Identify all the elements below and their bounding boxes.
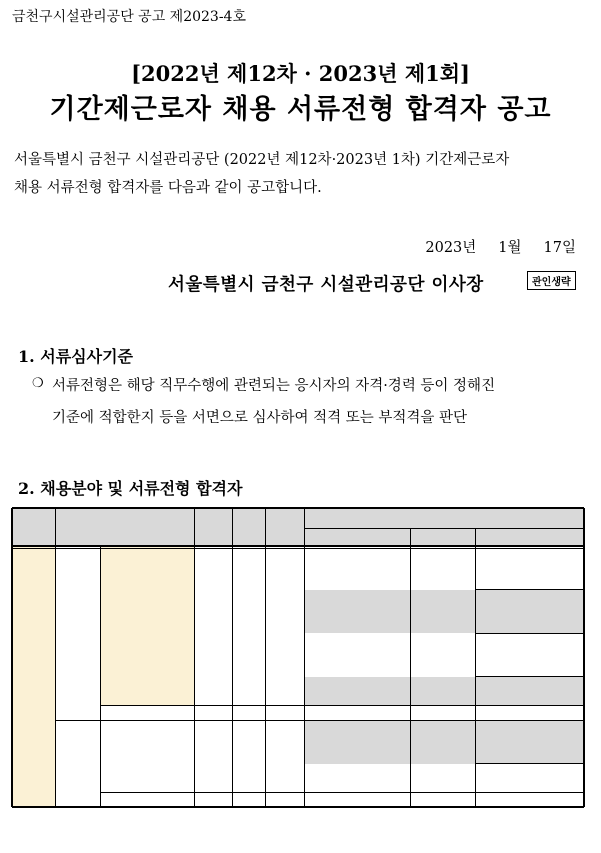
announcement-date: [403, 236, 576, 257]
passer-reg-no: [304, 749, 410, 764]
applicant-count-cell: [232, 720, 265, 793]
passer-reg-no: [304, 691, 410, 706]
passer-name: [410, 633, 475, 648]
interview-time-cell: [475, 720, 584, 764]
passers-table: [12, 508, 584, 843]
table-rule: [475, 763, 584, 764]
passer-reg-no: [304, 793, 410, 808]
table-rule: [475, 528, 476, 807]
passer-name: [410, 575, 475, 590]
passer-reg-no: [304, 590, 410, 605]
table-rule: [55, 508, 56, 807]
header-applicants: [232, 508, 265, 546]
header-reg-no: [304, 528, 410, 546]
table-rule: [232, 508, 233, 807]
planned-count-cell: [194, 793, 232, 808]
passer-name: [410, 735, 475, 750]
section-2-title: 2. 채용분야 및 서류전형 합격자: [18, 479, 243, 498]
passer-name: [410, 749, 475, 764]
planned-count-cell: [194, 546, 232, 706]
signer: 서울특별시 금천구 시설관리공단 이사장: [168, 275, 484, 295]
table-rule: [475, 589, 584, 590]
header-name: [410, 528, 475, 546]
table-rule: [12, 548, 584, 549]
table-rule: [265, 508, 266, 807]
header-division: [12, 508, 55, 546]
passer-name: [410, 648, 475, 663]
passed-count-cell: [265, 546, 304, 706]
table-rule: [55, 720, 584, 721]
passer-reg-no: [304, 633, 410, 648]
division-cell: [12, 546, 55, 807]
interview-time-cell: [475, 793, 584, 808]
passed-count-cell: [265, 793, 304, 808]
passer-reg-no: [304, 778, 410, 793]
table-rule: [304, 508, 305, 807]
criteria-line-1: 서류전형은 해당 직무수행에 관련되는 응시자의 자격·경력 등이 정해진: [52, 378, 496, 394]
applicant-count-cell: [232, 706, 265, 721]
passer-reg-no: [304, 619, 410, 634]
table-rule: [12, 806, 584, 808]
passer-reg-no: [304, 677, 410, 692]
seal-stamp: 관인생략: [527, 271, 576, 290]
passer-reg-no: [304, 706, 410, 721]
passer-reg-no: [304, 648, 410, 663]
header-interview-time: [475, 528, 584, 546]
interview-time-cell: [475, 764, 584, 793]
table-rule: [12, 507, 584, 509]
passed-count-cell: [265, 720, 304, 793]
passer-name: [410, 561, 475, 576]
header-job: [55, 508, 194, 546]
passer-reg-no: [304, 561, 410, 576]
interview-time-cell: [475, 546, 584, 590]
header-passers-group: [304, 508, 584, 528]
table-rule: [475, 633, 584, 634]
round-2023-cell: [55, 720, 100, 807]
job-name-cell: [100, 793, 194, 808]
passed-count-cell: [265, 706, 304, 721]
table-rule: [100, 705, 584, 706]
passer-reg-no: [304, 764, 410, 779]
document-number: 금천구시설관리공단 공고 제2023-4호: [12, 9, 246, 25]
passer-reg-no: [304, 720, 410, 735]
header-planned: [194, 508, 232, 546]
passer-name: [410, 691, 475, 706]
passer-name: [410, 677, 475, 692]
planned-count-cell: [194, 720, 232, 793]
passer-name: [410, 662, 475, 677]
job-name-cell: [100, 720, 194, 793]
title-subheading: [2022년 제12차 · 2023년 제1회]: [131, 61, 470, 86]
passer-reg-no: [304, 575, 410, 590]
date-month: 1월: [498, 240, 522, 256]
table-rule: [100, 546, 101, 807]
interview-time-cell: [475, 706, 584, 721]
passer-name: [410, 590, 475, 605]
passer-name: [410, 720, 475, 735]
passer-name: [410, 793, 475, 808]
passer-name: [410, 706, 475, 721]
applicant-count-cell: [232, 793, 265, 808]
page-title: 기간제근로자 채용 서류전형 합격자 공고: [49, 94, 552, 125]
table-rule: [583, 508, 585, 807]
round-2022-cell: [55, 546, 100, 720]
passer-reg-no: [304, 735, 410, 750]
applicant-count-cell: [232, 546, 265, 706]
job-name-cell: [100, 546, 194, 706]
table-rule: [475, 676, 584, 677]
table-rule: [410, 528, 411, 807]
interview-time-cell: [475, 590, 584, 634]
table-rule: [304, 528, 584, 529]
passer-name: [410, 604, 475, 619]
date-day: 17일: [543, 240, 576, 256]
intro-line-2: 채용 서류전형 합격자를 다음과 같이 공고합니다.: [14, 180, 322, 196]
table-rule: [194, 508, 195, 807]
bullet-circle-icon: ❍: [32, 376, 44, 391]
interview-time-cell: [475, 677, 584, 706]
passer-name: [410, 778, 475, 793]
table-rule: [12, 545, 584, 547]
table-rule: [100, 792, 584, 793]
table-rule: [11, 508, 13, 807]
planned-count-cell: [194, 706, 232, 721]
header-passed: [265, 508, 304, 546]
job-name-cell: [100, 706, 194, 721]
passer-name: [410, 619, 475, 634]
passer-name: [410, 764, 475, 779]
date-year: 2023년: [425, 240, 477, 256]
interview-time-cell: [475, 633, 584, 677]
passer-reg-no: [304, 604, 410, 619]
intro-line-1: 서울특별시 금천구 시설관리공단 (2022년 제12차·2023년 1차) 기간제근로자: [14, 152, 510, 168]
section-1-title: 1. 서류심사기준: [18, 347, 134, 366]
passer-reg-no: [304, 662, 410, 677]
criteria-line-2: 기준에 적합한지 등을 서면으로 심사하여 적격 또는 부적격을 판단: [52, 410, 468, 426]
